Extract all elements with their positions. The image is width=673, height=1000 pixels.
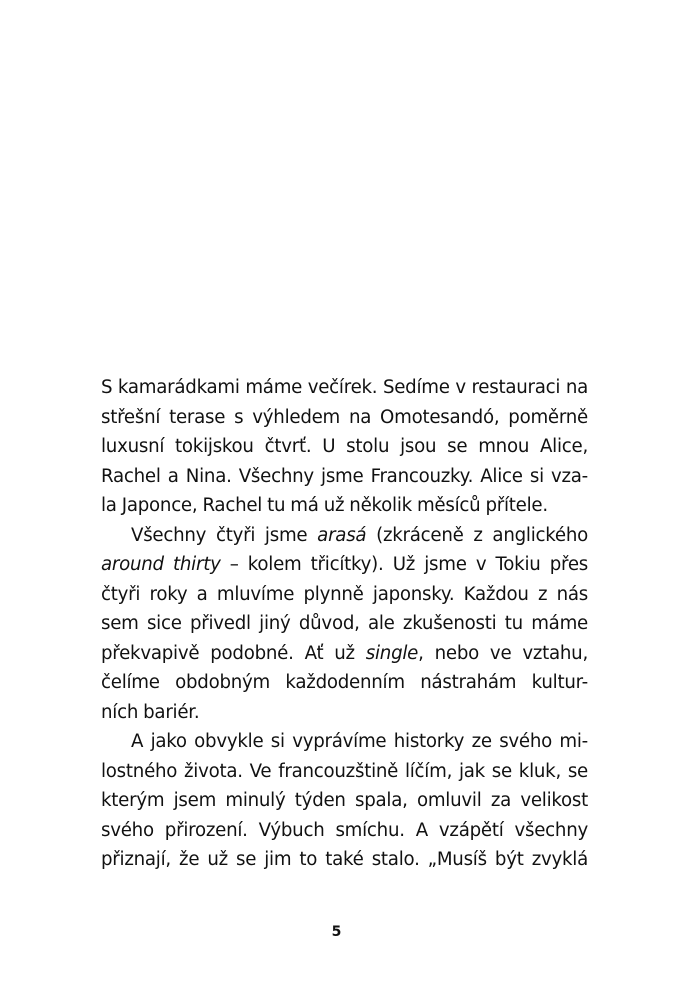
text-run: ních bariér.	[101, 701, 200, 723]
text-run: , nebo ve vztahu,	[418, 642, 588, 664]
text-run: S kamarádkami máme večírek. Sedíme v restauraci na	[101, 377, 588, 398]
text-line	[101, 609, 588, 639]
text-line	[101, 521, 588, 551]
text-run: lostného života. Ve francouzštině líčím, jak se kluk, se	[101, 760, 588, 782]
text-run: Rachel a Nina. Všechny jsme Francouzky. Alice si vza-	[101, 465, 588, 487]
text-run: Všechny čtyři jsme	[131, 524, 318, 546]
text-line	[101, 373, 588, 403]
italic-text-run: arasá	[317, 524, 367, 546]
text-run: přiznají, že už se jim to také stalo. „Musíš být zvyklá	[101, 849, 588, 870]
text-line	[101, 786, 588, 816]
text-run: svého přirození. Výbuch smíchu. A vzápětí všechny	[101, 819, 588, 841]
text-run: luxusní tokijskou čtvrť. U stolu jsou se mnou Alice,	[101, 436, 588, 457]
text-line	[101, 550, 588, 580]
text-line	[101, 432, 588, 462]
text-line	[101, 668, 588, 698]
text-run: A jako obvykle si vyprávíme historky ze svého mi-	[131, 731, 588, 752]
text-line	[101, 403, 588, 433]
page-number: 5	[331, 924, 342, 940]
body-text	[101, 373, 588, 875]
text-run: (zkráceně z anglického	[366, 524, 588, 546]
text-line	[101, 462, 588, 492]
text-line	[101, 491, 588, 521]
text-run: – kolem třicítky). Už jsme v Tokiu přes	[220, 554, 588, 575]
text-run: překvapivě podobné. Ať už	[101, 642, 366, 664]
text-line	[101, 816, 588, 846]
paragraph	[101, 727, 588, 875]
text-run: sem sice přivedl jiný důvod, ale zkušenosti tu máme	[101, 613, 588, 634]
italic-text-run: around thirty	[101, 554, 221, 575]
text-line	[101, 757, 588, 787]
text-run: střešní terase s výhledem na Omotesandó, poměrně	[101, 406, 588, 428]
text-run: čtyři roky a mluvíme plynně japonsky. Každou z nás	[101, 583, 588, 605]
text-run: la Japonce, Rachel tu má už několik měsíců přítele.	[101, 495, 548, 516]
text-line	[101, 727, 588, 757]
text-line	[101, 698, 588, 728]
paragraph	[101, 373, 588, 521]
text-line	[101, 580, 588, 610]
text-run: kterým jsem minulý týden spala, omluvil za velikost	[101, 790, 588, 811]
paragraph	[101, 521, 588, 728]
text-line	[101, 845, 588, 875]
text-line	[101, 639, 588, 669]
text-run: čelíme obdobným každodenním nástrahám kultur-	[101, 672, 588, 693]
italic-text-run: single	[365, 642, 419, 664]
